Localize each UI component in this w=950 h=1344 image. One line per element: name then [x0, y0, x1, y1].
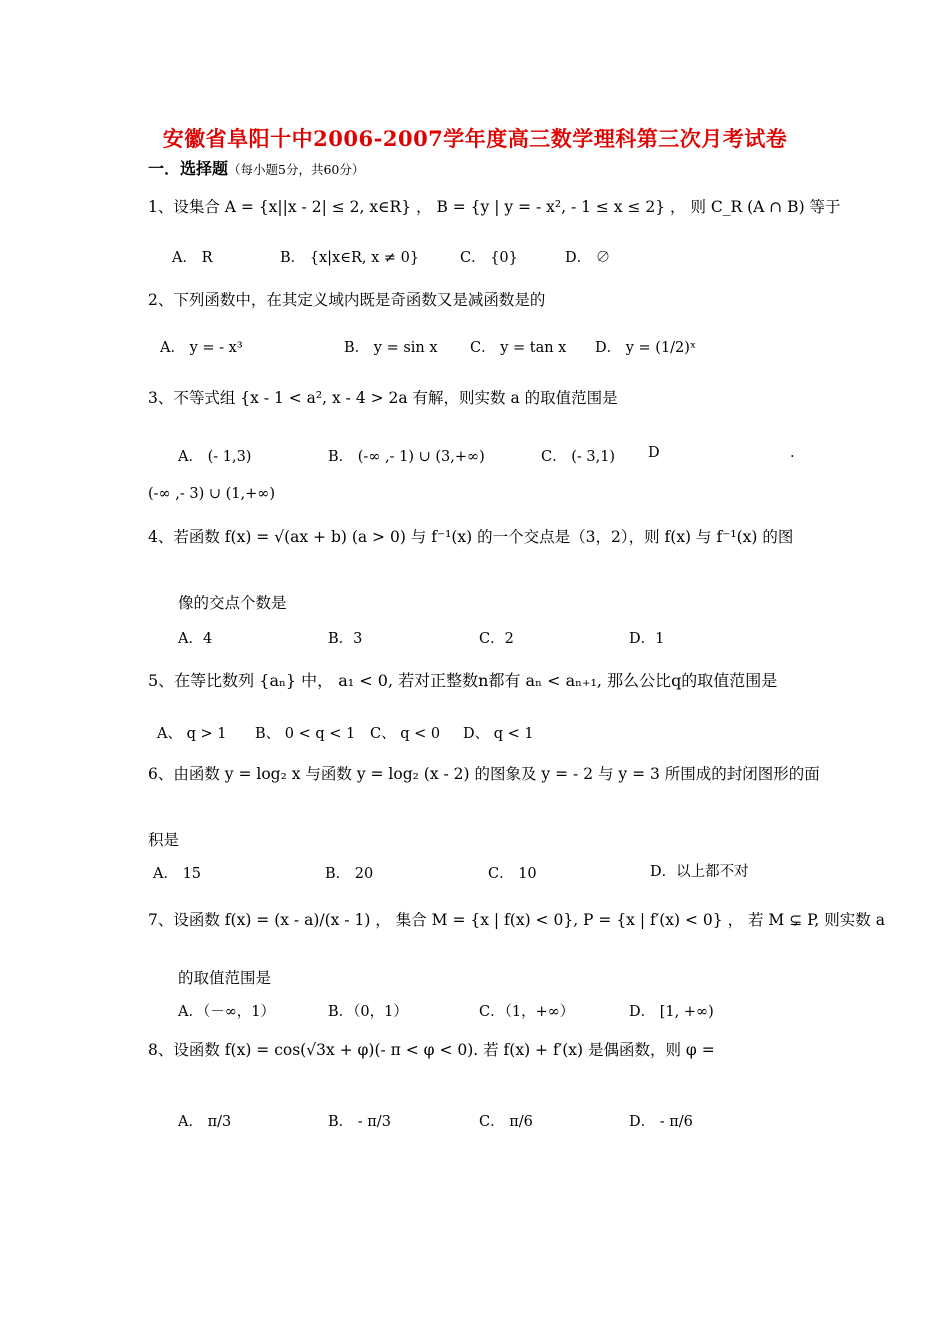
question-6-stem: 6、由函数 y = log₂ x 与函数 y = log₂ (x - 2) 的图象及 y = - 2 与 y = 3 所围成的封闭图形的面 — [148, 765, 820, 783]
question-1-option-b: B． {x|x∈R, x ≠ 0} — [280, 250, 420, 266]
question-4-stem: 4、若函数 f(x) = √(ax + b) (a > 0) 与 f⁻¹(x) 的一个交点是（3，2），则 f(x) 与 f⁻¹(x) 的图 — [148, 528, 794, 546]
question-4-option-a: A．4 — [178, 631, 213, 647]
question-3-stem: 3、不等式组 {x - 1 < a², x - 4 > 2a 有解，则实数 a 的取值范围是 — [148, 389, 618, 407]
section-label: 一．选择题 — [148, 159, 229, 178]
question-8-option-a: A． π/3 — [178, 1114, 232, 1130]
question-7-option-a: A．（－∞，1） — [178, 1004, 276, 1020]
question-2-option-c: C． y = tan x — [470, 340, 567, 356]
section-note: （每小题5分，共60分） — [228, 162, 365, 177]
question-2-option-b: B． y = sin x — [344, 340, 438, 356]
question-6-option-b: B． 20 — [325, 866, 374, 882]
question-2-option-a: A． y = - x³ — [160, 340, 243, 356]
question-3-option-d: D — [648, 445, 660, 461]
question-8-option-d: D． - π/6 — [629, 1114, 693, 1130]
question-4-stem-cont: 像的交点个数是 — [178, 594, 287, 612]
question-1-option-d: D． ∅ — [565, 250, 611, 266]
question-7-stem-cont: 的取值范围是 — [178, 969, 272, 987]
question-3-option-b: B． (-∞ ,- 1) ∪ (3,+∞) — [328, 449, 485, 465]
question-6-option-c: C． 10 — [488, 866, 537, 882]
question-3-option-dot: . — [790, 445, 795, 461]
question-3-option-a: A． (- 1,3) — [178, 449, 252, 465]
question-7-option-d: D． [1, +∞) — [629, 1004, 714, 1020]
question-6-stem-cont: 积是 — [148, 831, 180, 849]
question-5-option-a: A、 q > 1 — [157, 726, 227, 742]
question-2-option-d: D． y = (1/2)ˣ — [595, 340, 697, 356]
question-5-option-b: B、 0 < q < 1 — [255, 726, 356, 742]
question-6-option-d: D．以上都不对 — [650, 864, 749, 880]
question-1-option-c: C． {0} — [460, 250, 518, 266]
question-3-option-c: C． (- 3,1) — [541, 449, 616, 465]
section-header — [148, 156, 364, 179]
exam-title: 安徽省阜阳十中2006-2007学年度高三数学理科第三次月考试卷 — [162, 126, 788, 151]
question-5-option-c: C、 q < 0 — [370, 726, 441, 742]
question-7-option-c: C．（1，+∞） — [479, 1004, 575, 1020]
question-5-stem: 5、在等比数列 {aₙ} 中， a₁ < 0, 若对正整数n都有 aₙ < aₙ₊₁, 那么公比q的取值范围是 — [148, 671, 778, 690]
question-8-option-b: B． - π/3 — [328, 1114, 391, 1130]
question-1-option-a: A． R — [172, 250, 213, 266]
question-5-option-d: D、 q < 1 — [463, 726, 534, 742]
question-3-option-d-value: (-∞ ,- 3) ∪ (1,+∞) — [148, 486, 275, 502]
question-7-stem: 7、设函数 f(x) = (x - a)/(x - 1) ， 集合 M = {x | f(x) < 0}, P = {x | f′(x) < 0} ， 若 M ⊊ P, 则实数 a — [148, 911, 885, 929]
question-4-option-c: C．2 — [479, 631, 514, 647]
question-4-option-b: B．3 — [328, 631, 363, 647]
question-7-option-b: B．（0，1） — [328, 1004, 408, 1020]
question-4-option-d: D．1 — [629, 631, 665, 647]
question-6-option-a: A． 15 — [153, 866, 202, 882]
question-8-stem: 8、设函数 f(x) = cos(√3x + φ)(- π < φ < 0). 若 f(x) + f′(x) 是偶函数，则 φ = — [148, 1041, 715, 1059]
question-2-stem: 2、下列函数中，在其定义域内既是奇函数又是减函数是的 — [148, 291, 546, 309]
question-8-option-c: C． π/6 — [479, 1114, 533, 1130]
question-1-stem: 1、设集合 A = {x||x - 2| ≤ 2, x∈R} ， B = {y | y = - x², - 1 ≤ x ≤ 2} ， 则 C_R (A ∩ B) 等于 — [148, 198, 841, 216]
